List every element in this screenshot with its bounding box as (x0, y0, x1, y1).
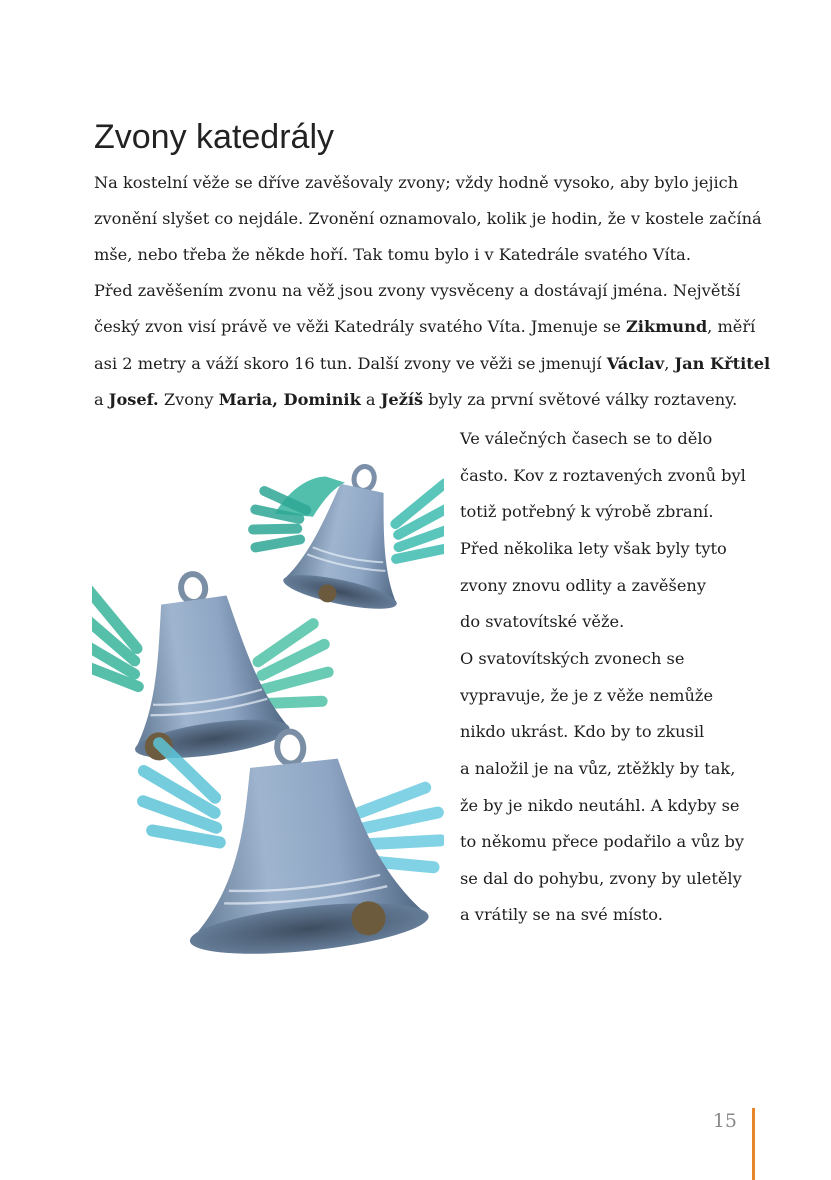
text-span: a (94, 389, 109, 409)
text-line: totiž potřebný k výrobě zbraní. (460, 502, 714, 522)
text-line (94, 209, 762, 229)
text-span: asi 2 metry a váží skoro 16 tun. Další zvony ve věži se jmenují (94, 353, 607, 373)
text-line: vypravuje, že je z věže nemůže (460, 685, 714, 705)
text-line: to někomu přece podařilo a vůz by (460, 832, 745, 852)
text-line: a vrátily se na své místo. (460, 905, 663, 925)
text-line (94, 317, 755, 337)
text-line: zvony znovu odlity a zavěšeny (460, 575, 706, 595)
bell-name: Ježíš (380, 389, 424, 409)
text-line (94, 390, 737, 410)
text-line (94, 354, 770, 374)
text-span: Před zavěšením zvonu na věž jsou zvony vysvěceny a dostávají jména. Největší (94, 281, 741, 301)
text-line: často. Kov z roztavených zvonů byl (460, 465, 746, 485)
text-line (94, 281, 740, 301)
text-line (94, 173, 738, 193)
text-line: nikdo ukrást. Kdo by to zkusil (460, 722, 705, 742)
text-span: mše, nebo třeba že někde hoří. Tak tomu bylo i v Katedrále svatého Víta. (94, 245, 691, 265)
text-span: Zvony (158, 389, 219, 409)
text-line: že by je nikdo neutáhl. A kdyby se (460, 795, 740, 815)
bell-name: Zikmund (625, 317, 708, 337)
page-number: 15 (712, 1110, 737, 1132)
text-span: , měří (707, 317, 756, 337)
text-line: a naložil je na vůz, ztěžkly by tak, (460, 758, 736, 778)
flying-bells-illustration (92, 450, 444, 980)
text-span: český zvon visí právě ve věži Katedrály svatého Víta. Jmenuje se (94, 317, 626, 337)
text-span: , (664, 353, 675, 373)
text-span: Na kostelní věže se dříve zavěšovaly zvony; vždy hodně vysoko, aby bylo jejich (94, 173, 739, 192)
text-span: a (360, 389, 381, 409)
page-title: Zvony katedrály (94, 118, 334, 156)
bell-name: Václav (606, 353, 665, 373)
text-line: Ve válečných časech se to dělo (460, 429, 713, 448)
bell-name: Maria, Dominik (218, 389, 361, 409)
text-line: Před několika lety však byly tyto (460, 538, 727, 558)
text-line (94, 245, 691, 265)
text-line: do svatovítské věže. (460, 612, 625, 632)
bell-name: Josef. (108, 389, 159, 409)
bell-icon (240, 450, 444, 625)
page-accent-bar (752, 1108, 755, 1180)
text-line: se dal do pohybu, zvony by uletěly (460, 868, 742, 888)
text-span: zvonění slyšet co nejdále. Zvonění oznamovalo, kolik je hodin, že v kostele začíná (94, 209, 762, 229)
text-span: byly za první světové války roztaveny. (423, 389, 738, 409)
text-line: O svatovítských zvonech se (460, 648, 685, 668)
bell-name: Jan Křtitel (674, 353, 771, 373)
